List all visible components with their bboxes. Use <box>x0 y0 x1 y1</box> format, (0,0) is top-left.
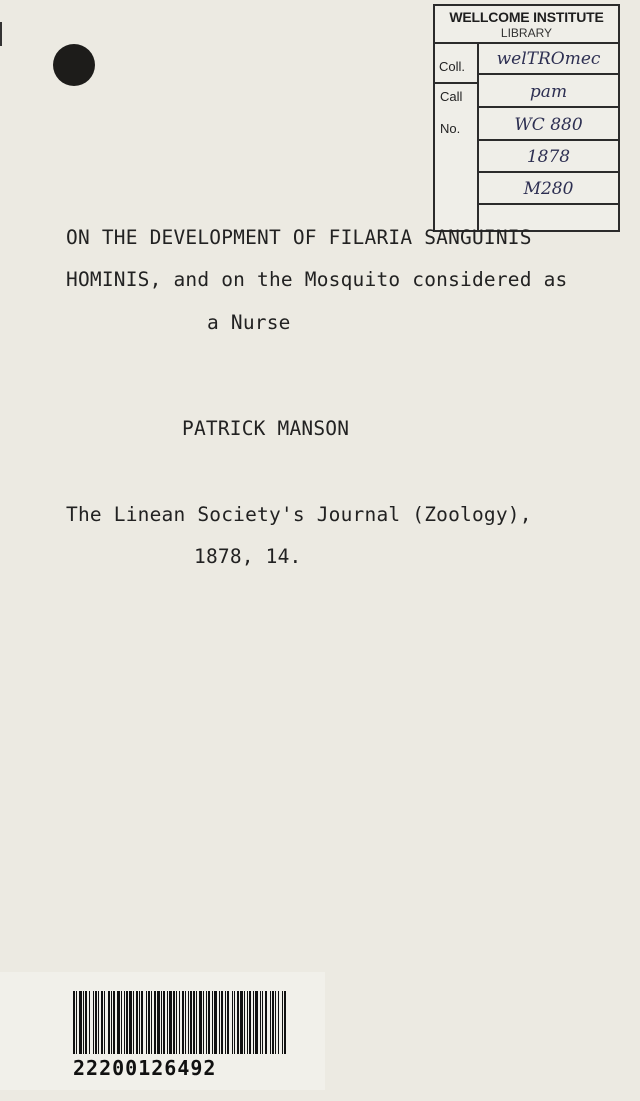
stamp-year: 1878 <box>479 142 618 173</box>
title-line-1: ON THE DEVELOPMENT OF FILARIA SANGUINIS <box>66 226 532 249</box>
barcode <box>73 991 286 1054</box>
stamp-coll-label: Coll. <box>439 59 466 74</box>
year-volume: 1878, 14. <box>194 545 302 568</box>
stamp-call-label: Call <box>440 89 463 104</box>
barcode-number: 22200126492 <box>73 1056 217 1080</box>
punch-hole <box>53 44 95 86</box>
stamp-entries <box>479 44 618 230</box>
stamp-subtitle: LIBRARY <box>500 26 553 40</box>
title-line-2: HOMINIS, and on the Mosquito considered as <box>66 268 568 291</box>
stamp-coll-value: welTROmec <box>479 44 618 75</box>
stamp-divider <box>435 82 477 84</box>
stamp-call-value: pam <box>479 77 618 108</box>
stamp-label-column <box>435 44 479 230</box>
stamp-header <box>435 6 618 44</box>
journal-citation: The Linean Society's Journal (Zoology), <box>66 503 532 526</box>
library-stamp <box>433 4 620 232</box>
page-edge-mark <box>0 22 2 46</box>
stamp-author-code: M280 <box>479 174 618 205</box>
stamp-classmark: WC 880 <box>479 110 618 141</box>
author-name: PATRICK MANSON <box>182 417 350 440</box>
stamp-no-label: No. <box>440 121 461 136</box>
barcode-bar <box>284 991 286 1054</box>
title-line-3: a Nurse <box>207 311 291 334</box>
stamp-title: WELLCOME INSTITUTE <box>449 9 604 25</box>
